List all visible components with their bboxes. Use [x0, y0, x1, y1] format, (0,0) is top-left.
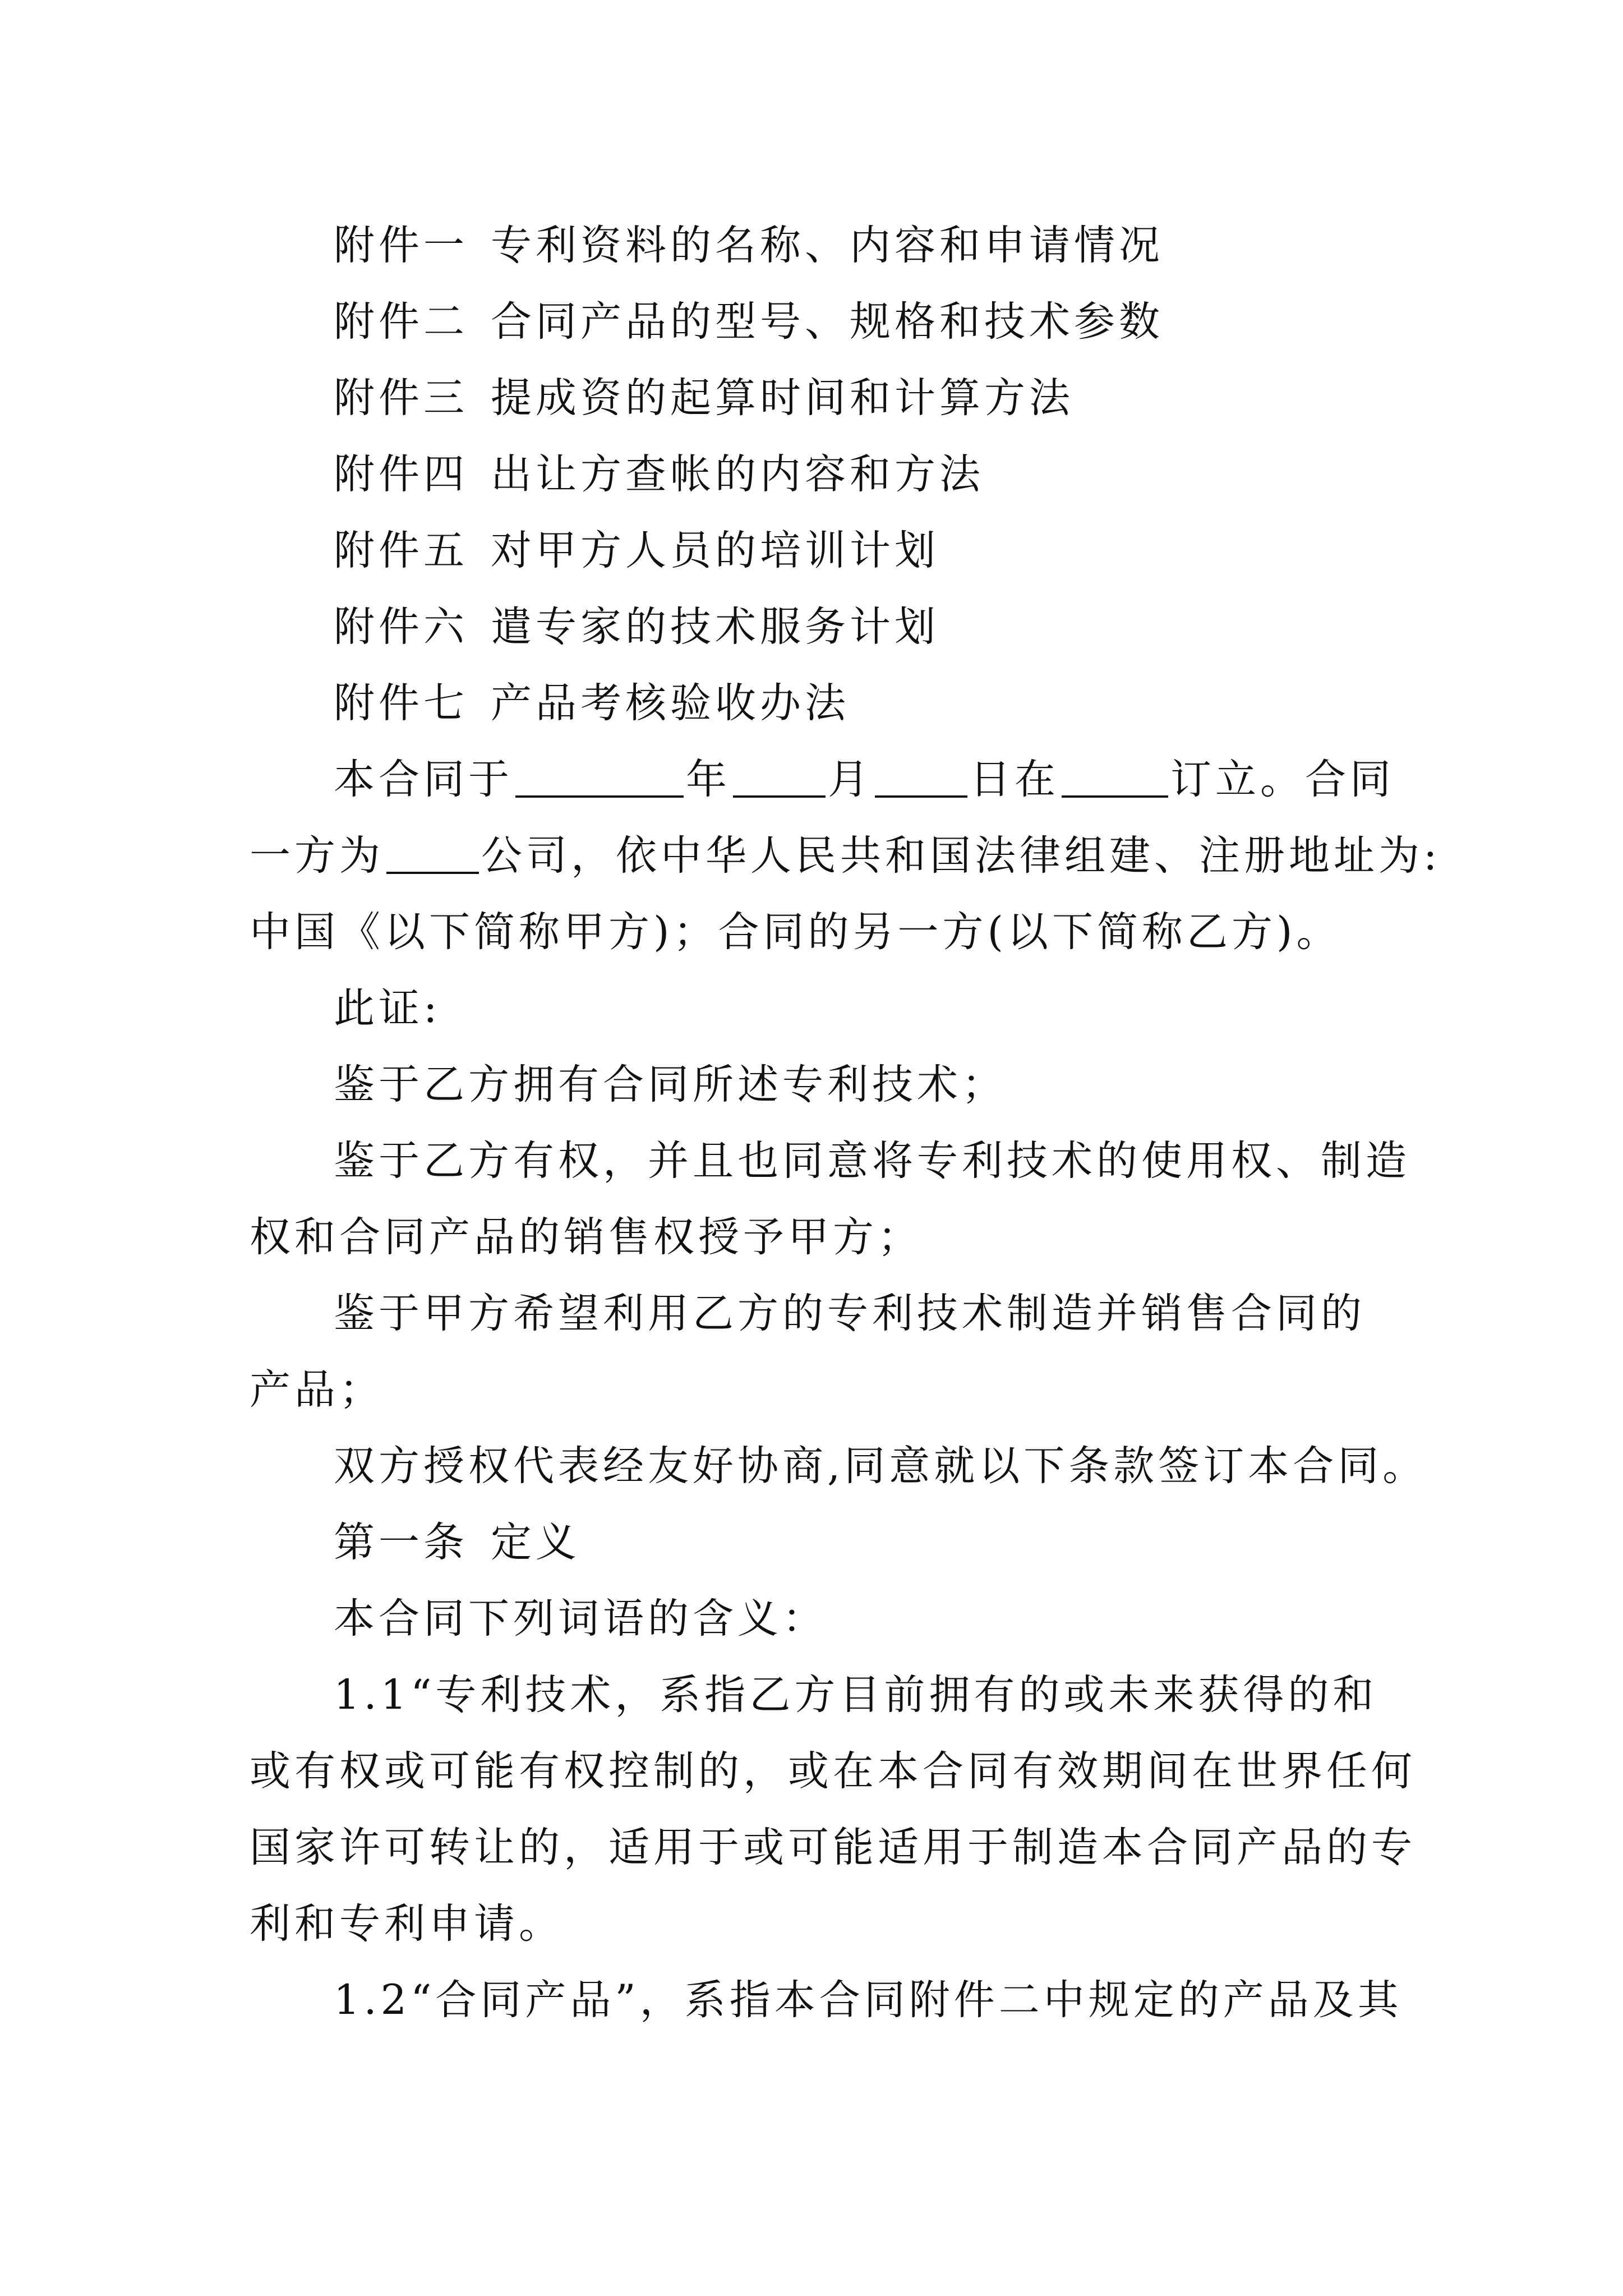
article-1-heading: [250, 1504, 1377, 1581]
annex-title: 合同产品的型号、规格和技术参数: [491, 298, 1164, 346]
recital-3-line-1: 鉴于甲方希望利用乙方的专利技术制造并销售合同的: [334, 1290, 1366, 1337]
annex-number: 附件七: [334, 679, 468, 727]
witness-line: 此证:: [334, 984, 441, 1032]
year-blank: [515, 756, 684, 798]
signing-line-3: 中国《以下简称甲方)；合同的另一方(以下简称乙方)。: [250, 908, 1341, 956]
recital-2-line-1: 鉴于乙方有权，并且也同意将专利技术的使用权、制造: [334, 1137, 1410, 1185]
annex-title: 提成资的起算时间和计算方法: [491, 374, 1074, 422]
annex-number: 附件二: [334, 298, 468, 346]
year-label: 年: [686, 756, 731, 803]
annex-title: 对甲方人员的培训计划: [491, 527, 939, 574]
article-number: 第一条: [334, 1519, 468, 1566]
recital-4: 双方授权代表经友好协商,同意就以下条款签订本合同。: [334, 1442, 1428, 1490]
annex-title: 产品考核验收办法: [491, 679, 850, 727]
recital-1: 鉴于乙方拥有合同所述专利技术；: [334, 1061, 1007, 1108]
day-at-label: 日在: [970, 756, 1059, 803]
annex-item: [250, 208, 1377, 284]
contract-text: [250, 208, 1441, 2039]
party-a-prefix: 一方为: [250, 832, 384, 880]
annex-item: [250, 513, 1377, 589]
definition-1-1-line-1: 1.1“专利技术，系指乙方目前拥有的或未来获得的和: [334, 1671, 1378, 1719]
party-a-suffix: 公司，依中华人民共和国法律组建、注册地址为:: [481, 832, 1441, 880]
annex-title: 专利资料的名称、内容和申请情况: [491, 222, 1164, 269]
annex-number: 附件五: [334, 527, 468, 574]
place-blank: [1062, 756, 1168, 798]
company-blank: [386, 832, 479, 874]
annex-item: [250, 360, 1377, 436]
month-blank: [733, 756, 826, 798]
signing-line-1: [250, 742, 1395, 818]
concluded-text: 订立。合同: [1170, 756, 1395, 803]
definition-1-1-line-2: 或有权或可能有权控制的，或在本合同有效期间在世界任何: [250, 1747, 1416, 1795]
definition-1-1-line-4: 利和专利申请。: [250, 1900, 564, 1948]
annex-number: 附件四: [334, 450, 468, 498]
month-label: 月: [828, 756, 873, 803]
signing-line-2: [250, 818, 1441, 894]
article-title: 定义: [491, 1519, 580, 1566]
recital-2-line-2: 权和合同产品的销售权授予甲方；: [250, 1213, 923, 1261]
annex-item: [250, 436, 1377, 513]
definition-1-2-line-1: 1.2“合同产品”，系指本合同附件二中规定的产品及其: [334, 1976, 1403, 2024]
signing-prefix: 本合同于: [334, 756, 513, 803]
article-1-intro: 本合同下列词语的含义：: [334, 1595, 827, 1642]
day-blank: [875, 756, 967, 798]
annex-item: [250, 665, 1377, 742]
annex-title: 遣专家的技术服务计划: [491, 603, 939, 651]
recital-3-line-2: 产品；: [250, 1366, 384, 1414]
annex-number: 附件六: [334, 603, 468, 651]
annex-number: 附件三: [334, 374, 468, 422]
annex-title: 出让方查帐的内容和方法: [491, 450, 984, 498]
annex-item: [250, 284, 1377, 360]
annex-number: 附件一: [334, 222, 468, 269]
definition-1-1-line-3: 国家许可转让的，适用于或可能适用于制造本合同产品的专: [250, 1824, 1416, 1871]
annex-item: [250, 589, 1377, 665]
